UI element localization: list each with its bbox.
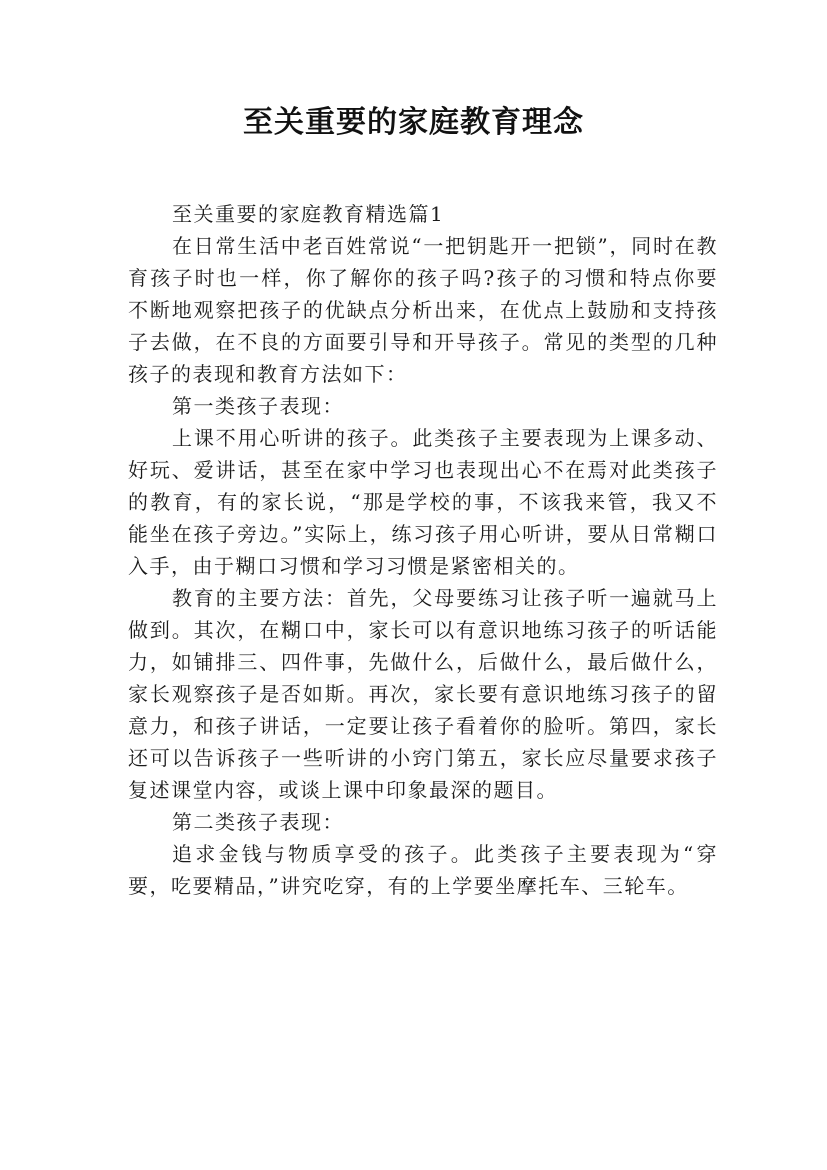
document-title: 至关重要的家庭教育理念	[243, 105, 584, 140]
document-body	[128, 198, 718, 902]
section-heading: 至关重要的家庭教育精选篇1	[172, 202, 445, 226]
body-paragraph: 追求金钱与物质享受的孩子。此类孩子主要表现为“穿要，吃要精品，”讲究吃穿，有的上学要坐摩托车、三轮车。	[128, 842, 718, 898]
body-paragraph: 教育的主要方法：首先，父母要练习让孩子听一遍就马上做到。其次，在糊口中，家长可以有意识地练习孩子的听话能力，如铺排三、四件事，先做什么，后做什么，最后做什么，家长观察孩子是否如斯。再次，家长要有意识地练习孩子的留意力，和孩子讲话，一定要让孩子看着你的脸听。第四，家长还可以告诉孩子一些听讲的小窍门第五，家长应尽量要求孩子复述课堂内容，或谈上课中印象最深的题目。	[128, 586, 718, 802]
body-paragraph: 在日常生活中老百姓常说“一把钥匙开一把锁”，同时在教育孩子时也一样，你了解你的孩子吗?孩子的习惯和特点你要不断地观察把孩子的优缺点分析出来，在优点上鼓励和支持孩子去做，在不良的方面要引导和开导孩子。常见的类型的几种孩子的表现和教育方法如下：	[128, 234, 718, 386]
body-paragraph: 上课不用心听讲的孩子。此类孩子主要表现为上课多动、好玩、爱讲话，甚至在家中学习也表现出心不在焉对此类孩子的教育，有的家长说，“那是学校的事，不该我来管，我又不能坐在孩子旁边。”实际上，练习孩子用心听讲，要从日常糊口入手，由于糊口习惯和学习习惯是紧密相关的。	[128, 426, 718, 578]
section-heading: 第二类孩子表现：	[172, 810, 344, 834]
section-heading: 第一类孩子表现：	[172, 394, 344, 418]
